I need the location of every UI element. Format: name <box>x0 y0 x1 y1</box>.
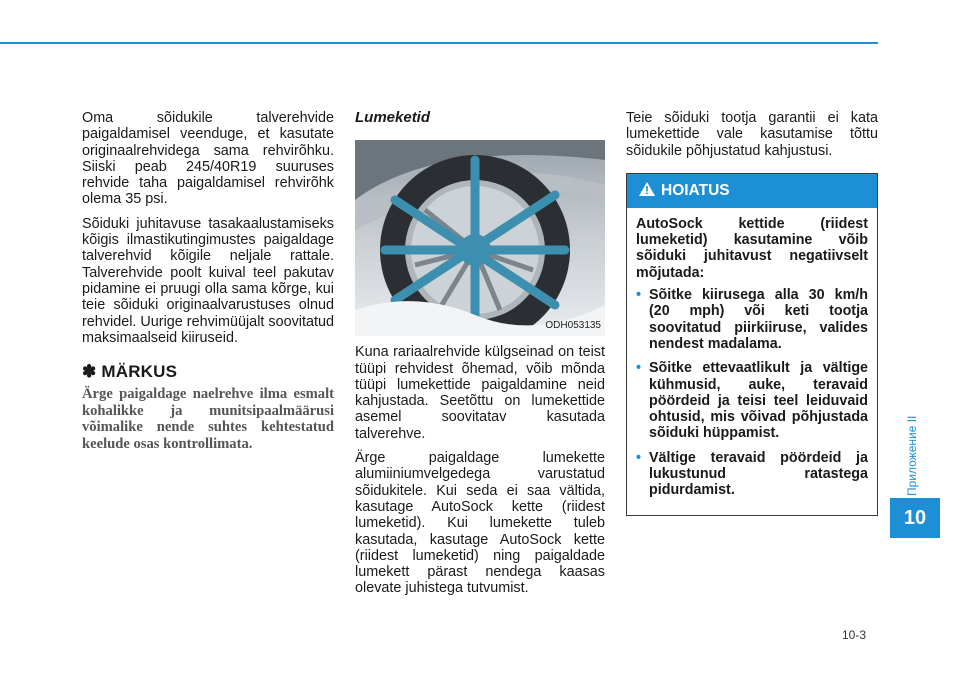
warning-box <box>626 173 878 516</box>
warning-list <box>636 287 868 499</box>
header-rule <box>0 42 878 44</box>
warning-body <box>627 208 877 515</box>
paragraph: Teie sõiduki tootja garantii ei kata lumekettide vale kasutamise tõttu sõidukile põhjustatud kahjustusi. <box>626 110 878 159</box>
paragraph: Sõiduki juhitavuse tasakaalustamiseks kõigis ilmastikutingimustes paigaldage talverehvid kõigile neljale rattale. Talverehvide poolt kuival teel pakutav pidamine ei pruugi olla sama kõrge, kui teie sõiduki originaalvarustuses olnud rehvidel. Uurige rehvimüüjalt soovitatud maksimaalseid kiiruseid. <box>82 215 334 346</box>
list-item: • Vältige teravaid pöördeid ja lukustunud ratastega pidurdamist. <box>636 450 868 499</box>
page-number: 10-3 <box>842 628 867 642</box>
paragraph: Oma sõidukile talverehvide paigaldamisel veenduge, et kasutate originaalrehvidega sama rehvirõhku. Siiski peab 245/40R19 suuruses rehvide taha paigaldamisel rehvirõhk olema 35 psi. <box>82 110 334 208</box>
section-title: Lumeketid <box>355 109 431 126</box>
snow-chain-photo <box>355 140 605 336</box>
wheel-illustration <box>355 140 605 336</box>
photo-code: ODH053135 <box>545 320 601 331</box>
chapter-badge: 10 <box>890 498 940 538</box>
paragraph: Kuna rariaalrehvide külgseinad on teist tüüpi rehvidest õhemad, võib mõnda tüüpi lumekettide paigaldamine neid kahjustada. Seetõttu on lumekettide asemel soovitatav kasutada talverehve. <box>355 344 605 442</box>
list-item: • Sõitke ettevaatlikult ja vältige kühmusid, auke, teravaid pöördeid ja teisi teel leiduvaid ohtusid, mis võivad põhjustada sõiduki hüppamist. <box>636 360 868 441</box>
warning-intro: AutoSock kettide (riidest lumeketid) kasutamine võib sõiduki juhitavust negatiivselt mõjutada: <box>636 215 868 281</box>
notice-body: Ärge paigaldage naelrehve ilma esmalt kohalikke ja munitsipaalmäärusi võimalike nende suhtes kehtestatud keelude osas kontrollimata. <box>82 386 334 452</box>
column-1 <box>82 110 334 452</box>
column-2 <box>355 110 605 605</box>
notice-title: ✽ MÄRKUS <box>82 362 178 382</box>
section-label: Приложение II <box>905 415 919 496</box>
list-item: • Sõitke kiirusega alla 30 km/h (20 mph) või keti tootja soovitatud piirkiiruse, valides nendest madalama. <box>636 287 868 352</box>
warning-triangle-icon <box>639 182 655 200</box>
warning-title: HOIATUS <box>661 181 730 199</box>
warning-header <box>627 174 877 208</box>
column-3 <box>626 110 878 516</box>
paragraph: Ärge paigaldage lumekette alumiiniumvelgedega varustatud sõidukitele. Kui seda ei saa vältida, kasutage AutoSock kette (riidest lumeketid). Kui lumekette tuleb kasutada, kasutage AutoSock kette (riidest lumeketid) ning paigaldade lumekett pärast nendega kaasas olevate juhistega tutvumist. <box>355 450 605 597</box>
